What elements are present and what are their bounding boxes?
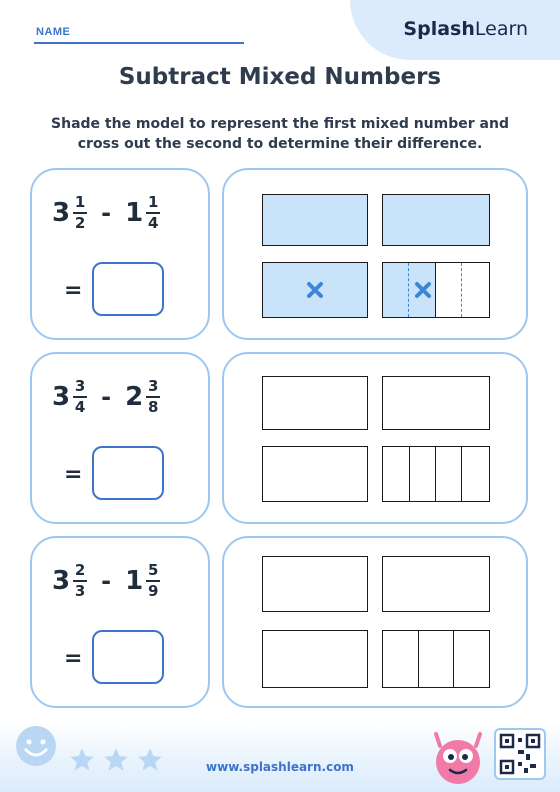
numerator: 3 [147,377,159,395]
denominator: 2 [74,214,86,232]
model-whole-3[interactable] [262,446,368,502]
half-divider [435,263,436,317]
equals-sign: = [64,646,83,671]
instructions-line-2: cross out the second to determine their difference. [77,136,483,152]
equals-sign: = [64,278,83,303]
minus-sign: - [101,383,112,411]
whole-a: 3 [52,382,71,412]
whole-b: 2 [125,382,144,412]
quarter-divider [435,447,436,501]
name-label: NAME [36,26,71,38]
minus-sign: - [101,567,112,595]
numerator: 3 [74,377,86,395]
model-whole-2[interactable] [382,194,490,246]
qr-code-icon [494,728,546,780]
denominator: 8 [147,398,159,416]
logo-regular: Learn [474,18,528,40]
model-fraction[interactable] [382,630,490,688]
fraction-b [146,562,160,600]
logo-bold: Splash [403,18,475,40]
model-fraction[interactable] [382,262,490,318]
page-title: Subtract Mixed Numbers [118,64,442,90]
denominator: 9 [147,582,159,600]
denominator: 4 [74,398,86,416]
dashed-divider [461,263,462,317]
answer-box-2[interactable] [92,446,164,500]
third-divider [453,631,454,687]
fraction-a [73,562,87,600]
expression-2 [52,378,160,416]
monster-mascot-icon [426,724,490,786]
third-divider [418,631,419,687]
answer-box-3[interactable] [92,630,164,684]
numerator: 2 [74,561,86,579]
denominator: 3 [74,582,86,600]
whole-b: 1 [125,198,144,228]
equals-sign: = [64,462,83,487]
whole-b: 1 [125,566,144,596]
cross-icon [305,280,325,300]
model-whole-3[interactable] [262,630,368,688]
footer-url[interactable]: www.splashlearn.com [206,760,354,774]
model-whole-2[interactable] [382,556,490,612]
quarter-divider [409,447,410,501]
whole-a: 3 [52,566,71,596]
numerator: 1 [74,193,86,211]
dashed-divider [408,263,409,317]
splashlearn-logo [403,18,528,40]
answer-box-1[interactable] [92,262,164,316]
problem-card-3 [30,536,210,708]
fraction-a [73,378,87,416]
model-whole-1[interactable] [262,556,368,612]
quarter-divider [461,447,462,501]
expression-1 [52,194,160,232]
model-card-1 [222,168,528,340]
minus-sign: - [101,199,112,227]
instructions [40,114,520,154]
fraction-a [73,194,87,232]
model-whole-1[interactable] [262,194,368,246]
fraction-b [146,378,160,416]
cross-icon [413,280,433,300]
model-fraction[interactable] [382,446,490,502]
expression-3 [52,562,160,600]
model-whole-1[interactable] [262,376,368,430]
name-line[interactable] [34,42,244,44]
model-card-2 [222,352,528,524]
instructions-line-1: Shade the model to represent the first mixed number and [51,116,509,132]
numerator: 1 [147,193,159,211]
numerator: 5 [147,561,159,579]
problem-card-2 [30,352,210,524]
problem-card-1 [30,168,210,340]
model-whole-3[interactable] [262,262,368,318]
fraction-b [146,194,160,232]
model-card-3 [222,536,528,708]
whole-a: 3 [52,198,71,228]
model-whole-2[interactable] [382,376,490,430]
denominator: 4 [147,214,159,232]
